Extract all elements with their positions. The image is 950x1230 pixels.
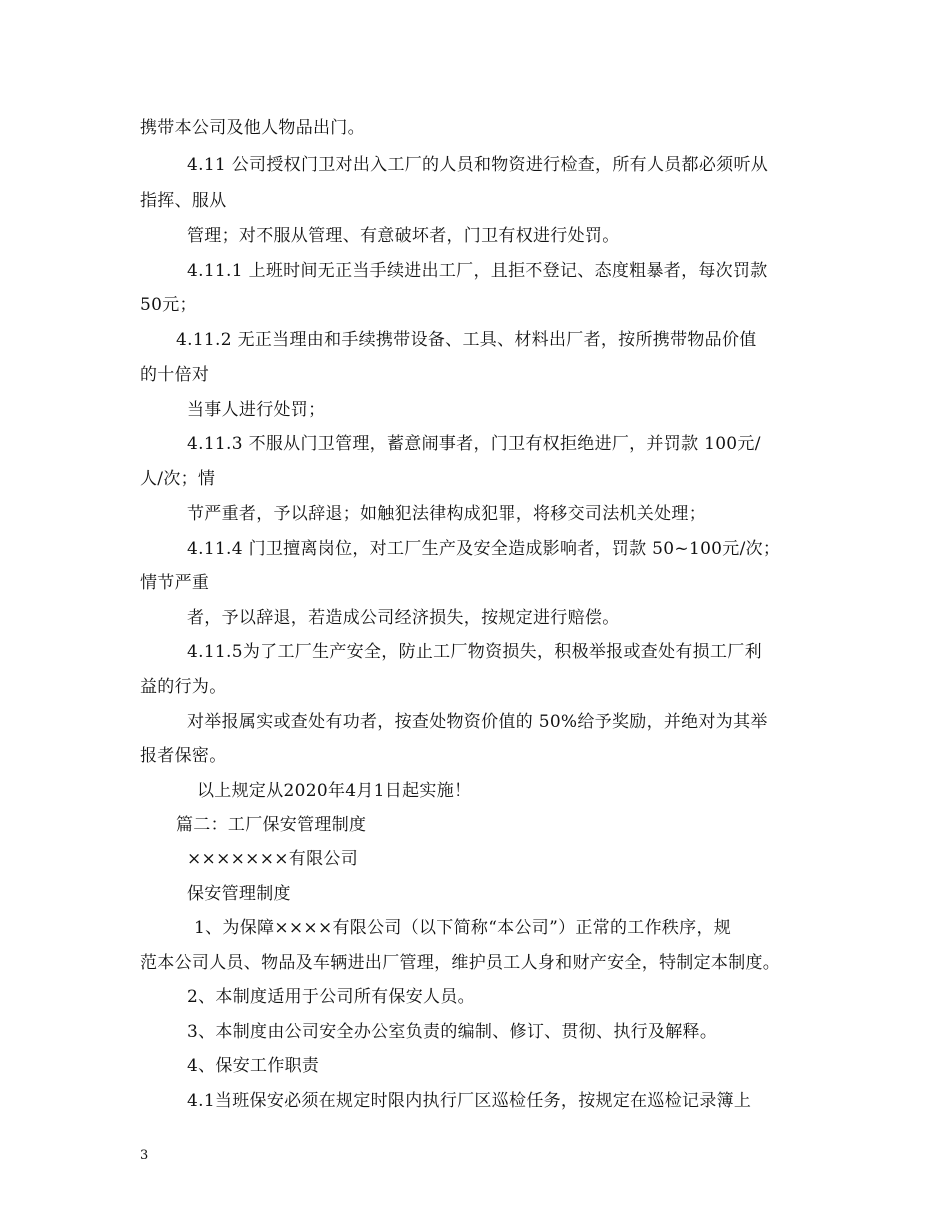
text-line: 人/次；情 — [140, 469, 216, 489]
text-line: 50元； — [140, 295, 197, 315]
text-line: 情节严重 — [140, 573, 210, 593]
text-line: 以上规定从2020年4月1日起实施！ — [197, 781, 472, 801]
document-title: 保安管理制度 — [187, 884, 291, 904]
text-line: 4.11.1 上班时间无正当手续进出工厂，且拒不登记、态度粗暴者，每次罚款 — [187, 261, 768, 281]
text-line: 的十倍对 — [140, 365, 210, 385]
text-line: 4.11.5为了工厂生产安全，防止工厂物资损失，积极举报或查处有损工厂利 — [187, 642, 762, 662]
text-line: 指挥、服从 — [140, 191, 227, 211]
text-line: 4.1当班保安必须在规定时限内执行厂区巡检任务，按规定在巡检记录簿上 — [187, 1091, 752, 1111]
text-line: 报者保密。 — [140, 746, 227, 766]
text-line: 2、本制度适用于公司所有保安人员。 — [187, 987, 475, 1007]
text-line: 携带本公司及他人物品出门。 — [140, 118, 365, 138]
text-line: 4.11.3 不服从门卫管理，蓄意闹事者，门卫有权拒绝进厂，并罚款 100元/ — [187, 434, 761, 454]
text-line: 节严重者，予以辞退；如触犯法律构成犯罪，将移交司法机关处理； — [187, 504, 706, 524]
text-line: 当事人进行处罚； — [187, 400, 326, 420]
text-line: 3、本制度由公司安全办公室负责的编制、修订、贯彻、执行及解释。 — [187, 1022, 718, 1042]
text-line: 4、保安工作职责 — [187, 1056, 320, 1076]
company-name: ×××××××有限公司 — [187, 849, 359, 869]
text-line: 范本公司人员、物品及车辆进出厂管理，维护员工人身和财产安全，特制定本制度。 — [140, 953, 781, 973]
text-line: 益的行为。 — [140, 677, 227, 697]
text-line: 对举报属实或查处有功者，按查处物资价值的 50%给予奖励，并绝对为其举 — [187, 712, 768, 732]
text-line: 者，予以辞退，若造成公司经济损失，按规定进行赔偿。 — [187, 608, 620, 628]
text-line: 4.11.4 门卫擅离岗位，对工厂生产及安全造成影响者，罚款 50~100元/次； — [187, 539, 781, 559]
section-heading: 篇二：工厂保安管理制度 — [176, 815, 367, 835]
text-line: 1、为保障××××有限公司（以下简称“本公司”）正常的工作秩序，规 — [194, 918, 732, 938]
text-line: 4.11 公司授权门卫对出入工厂的人员和物资进行检查，所有人员都必须听从 — [187, 155, 769, 175]
text-line: 管理；对不服从管理、有意破坏者，门卫有权进行处罚。 — [187, 226, 620, 246]
text-line: 4.11.2 无正当理由和手续携带设备、工具、材料出厂者，按所携带物品价值 — [176, 330, 757, 350]
page-number: 3 — [140, 1148, 149, 1163]
